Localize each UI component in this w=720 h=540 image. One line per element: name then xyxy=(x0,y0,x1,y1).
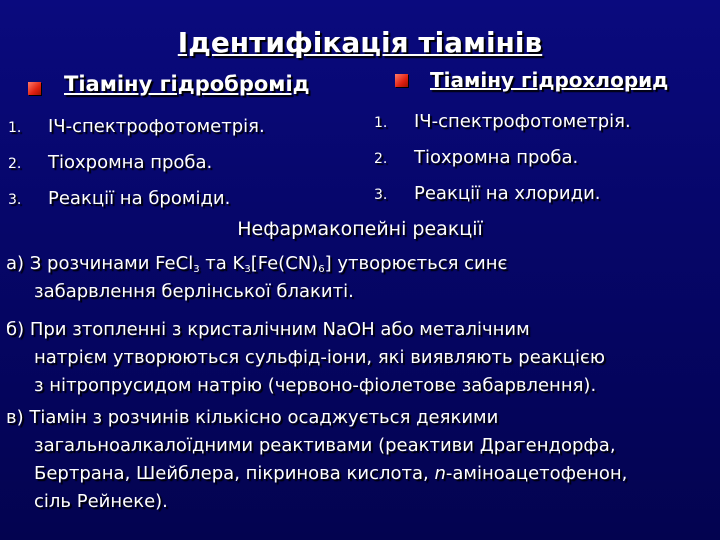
list-text: ІЧ-спектрофотометрія. xyxy=(414,111,631,132)
list-number: 3. xyxy=(8,192,22,208)
list-text: Тіохромна проба. xyxy=(48,152,213,173)
reaction-a xyxy=(6,250,718,306)
slide-title: Ідентифікація тіамінів xyxy=(177,26,543,59)
reaction-text: ] утворюється синє xyxy=(324,253,508,274)
reaction-b-line1: б) При зтопленні з кристалічним NaOH або металічним xyxy=(6,319,530,340)
reaction-b xyxy=(6,316,718,400)
list-number: 3. xyxy=(374,187,388,203)
reaction-b-line2: натрієм утворюються сульфід-іони, які виявляють реакцією xyxy=(34,347,605,368)
reaction-text: [Fe(CN) xyxy=(250,253,319,274)
reaction-a-line2: забарвлення берлінської блакиті. xyxy=(34,281,354,302)
list-item xyxy=(8,152,348,188)
left-column-heading: Тіаміну гідробромід xyxy=(64,72,310,96)
list-item xyxy=(374,147,714,183)
list-text: Реакції на хлориди. xyxy=(414,183,601,204)
right-column-heading: Тіаміну гідрохлорид xyxy=(430,68,669,92)
list-item xyxy=(8,116,348,152)
list-text: Реакції на броміди. xyxy=(48,188,231,209)
reaction-text: а) З розчинами FeCl xyxy=(6,253,194,274)
reaction-text: та K xyxy=(199,253,245,274)
list-number: 1. xyxy=(8,120,22,136)
square-bullet-icon xyxy=(28,82,41,95)
reaction-text: -аміноацетофенон, xyxy=(445,463,628,484)
list-number: 1. xyxy=(374,115,388,131)
list-item xyxy=(374,111,714,147)
subscript: 6 xyxy=(318,264,325,275)
right-column-list xyxy=(374,111,714,219)
reaction-text: Бертрана, Шейблера, пікринова кислота, xyxy=(34,463,435,484)
reaction-c-line1: в) Тіамін з розчинів кількісно осаджується деякими xyxy=(6,407,499,428)
reaction-b-line3: з нітропрусидом натрію (червоно-фіолетове забарвлення). xyxy=(34,375,597,396)
italic-text: n xyxy=(434,463,446,484)
list-text: ІЧ-спектрофотометрія. xyxy=(48,116,265,137)
list-item xyxy=(374,183,714,219)
reaction-a-line1 xyxy=(6,250,718,278)
reaction-c xyxy=(6,404,718,516)
list-number: 2. xyxy=(374,151,388,167)
reaction-c-line4: сіль Рейнеке). xyxy=(34,491,168,512)
subscript: 3 xyxy=(193,264,200,275)
subscript: 3 xyxy=(244,264,251,275)
square-bullet-icon xyxy=(395,74,408,87)
list-text: Тіохромна проба. xyxy=(414,147,579,168)
section-subheading: Нефармакопейні реакції xyxy=(237,218,483,240)
list-number: 2. xyxy=(8,156,22,172)
reaction-c-line3 xyxy=(6,460,718,488)
left-column-list xyxy=(8,116,348,224)
reaction-c-line2: загальноалкалоїдними реактивами (реактиви Драгендорфа, xyxy=(34,435,616,456)
